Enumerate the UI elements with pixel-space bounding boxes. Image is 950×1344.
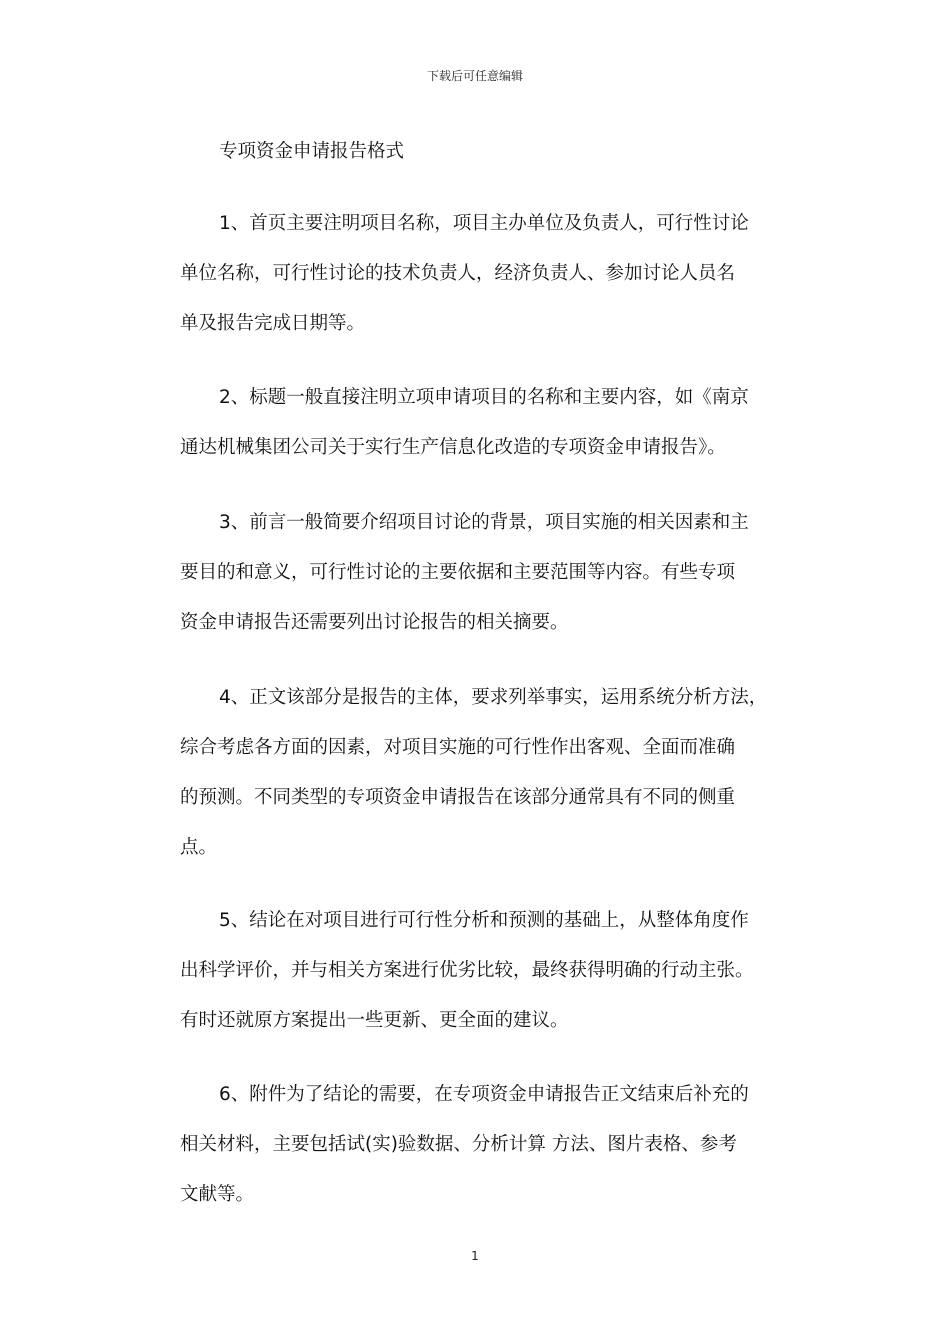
paragraph-line: 要目的和意义，可行性讨论的主要依据和主要范围等内容。有些专项 — [180, 562, 736, 583]
paragraph-2 — [180, 373, 749, 473]
paragraph-4 — [180, 673, 767, 873]
document-title: 专项资金申请报告格式 — [219, 141, 405, 162]
paragraph-line: 单位名称，可行性讨论的技术负责人，经济负责人、参加讨论人员名 — [180, 263, 736, 284]
paragraph-line: 资金申请报告还需要列出讨论报告的相关摘要。 — [180, 612, 569, 633]
paragraph-line: 通达机械集团公司关于实行生产信息化改造的专项资金申请报告》。 — [180, 437, 726, 458]
paragraph-line: 4、正文该部分是报告的主体，要求列举事实，运用系统分析方法， — [219, 687, 768, 708]
paragraph-line: 文献等。 — [180, 1184, 255, 1205]
paragraph-6 — [180, 1070, 749, 1220]
paragraph-3 — [180, 498, 749, 648]
paragraph-line: 3、前言一般简要介绍项目讨论的背景，项目实施的相关因素和主 — [219, 512, 749, 533]
paragraph-1 — [180, 199, 749, 349]
paragraph-5 — [180, 896, 754, 1046]
paragraph-line: 的预测。不同类型的专项资金申请报告在该部分通常具有不同的侧重 — [180, 787, 736, 808]
paragraph-line: 点。 — [180, 837, 218, 858]
paragraph-line: 综合考虑各方面的因素，对项目实施的可行性作出客观、全面而准确 — [180, 737, 736, 758]
page-number: 1 — [471, 1249, 479, 1263]
paragraph-line: 有时还就原方案提出一些更新、更全面的建议。 — [180, 1010, 569, 1031]
paragraph-line: 5、结论在对项目进行可行性分析和预测的基础上，从整体角度作 — [219, 910, 749, 931]
paragraph-line: 相关材料，主要包括试(实)验数据、分析计算 方法、图片表格、参考 — [180, 1134, 737, 1155]
paragraph-line: 2、标题一般直接注明立项申请项目的名称和主要内容，如《南京 — [219, 387, 749, 408]
paragraph-line: 6、附件为了结论的需要，在专项资金申请报告正文结束后补充的 — [219, 1084, 749, 1105]
paragraph-line: 单及报告完成日期等。 — [180, 313, 366, 334]
paragraph-line: 出科学评价，并与相关方案进行优劣比较，最终获得明确的行动主张。 — [180, 960, 754, 981]
page-header-note: 下载后可任意编辑 — [426, 69, 523, 83]
paragraph-line: 1、首页主要注明项目名称，项目主办单位及负责人，可行性讨论 — [219, 213, 749, 234]
